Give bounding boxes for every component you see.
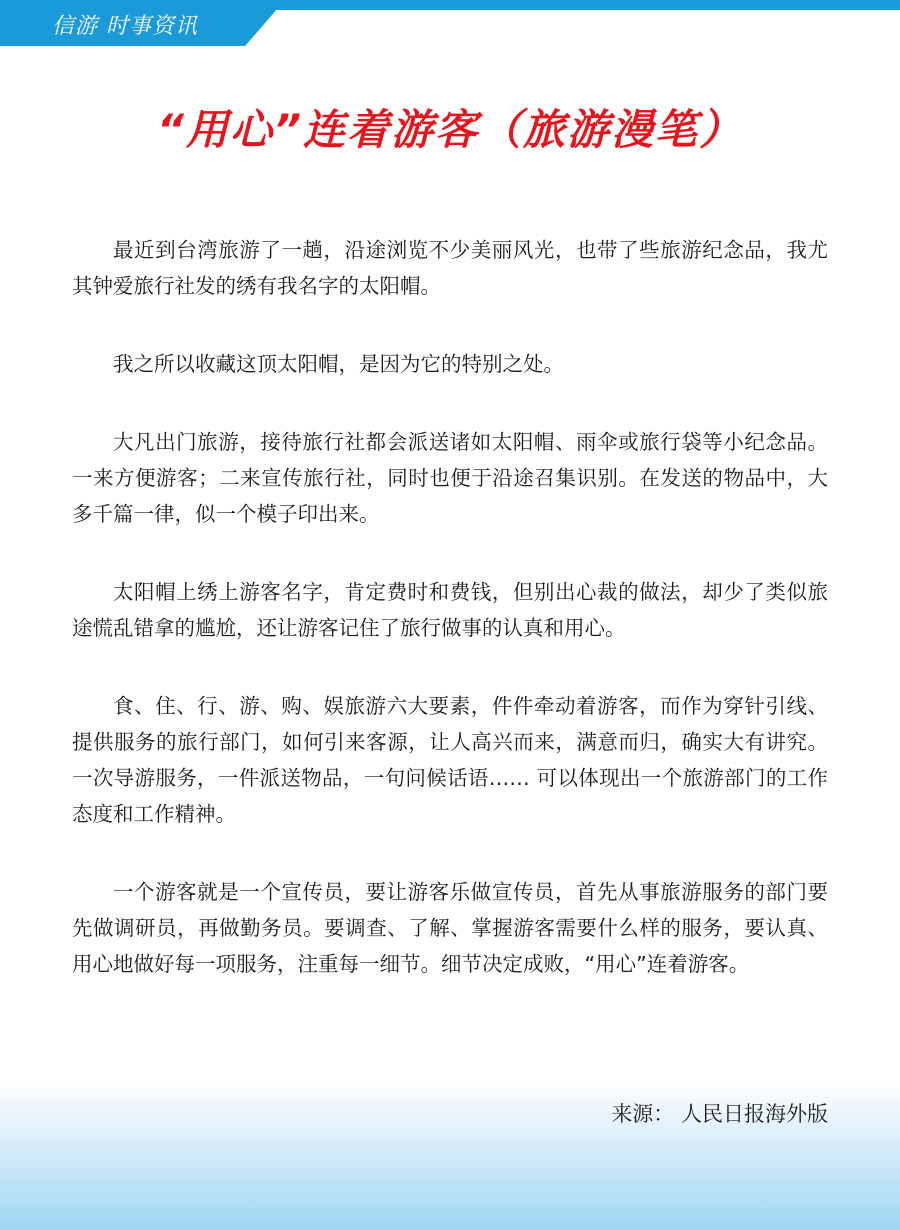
article-body <box>72 232 828 1024</box>
article-source: 来源： 人民日报海外版 <box>611 1102 828 1126</box>
article-paragraph-2: 我之所以收藏这顶太阳帽，是因为它的特别之处。 <box>113 352 564 376</box>
header-bar <box>0 0 900 48</box>
article-paragraph-4: 太阳帽上绣上游客名字，肯定费时和费钱，但别出心裁的做法，却少了类似旅途慌乱错拿的尴尬，还让游客记住了旅行做事的认真和用心。 <box>72 580 828 640</box>
article-paragraph-5: 食、住、行、游、购、娱旅游六大要素，件件牵动着游客，而作为穿针引线、提供服务的旅行部门，如何引来客源，让人高兴而来，满意而归，确实大有讲究。一次导游服务，一件派送物品，一句问候话语…… 可以体现出一个旅游部门的工作态度和工作精神。 <box>72 694 828 826</box>
header-tab-title: 信游 时事资讯 <box>52 14 198 39</box>
article-paragraph-1: 最近到台湾旅游了一趟，沿途浏览不少美丽风光，也带了些旅游纪念品，我尤其钟爱旅行社发的绣有我名字的太阳帽。 <box>72 238 828 298</box>
article-paragraph-3: 大凡出门旅游，接待旅行社都会派送诸如太阳帽、雨伞或旅行袋等小纪念品。一来方便游客；二来宣传旅行社，同时也便于沿途召集识别。在发送的物品中，大多千篇一律，似一个模子印出来。 <box>72 430 828 526</box>
article-paragraph-6: 一个游客就是一个宣传员，要让游客乐做宣传员，首先从事旅游服务的部门要先做调研员，再做勤务员。要调查、了解、掌握游客需要什么样的服务，要认真、用心地做好每一项服务，注重每一细节。细节决定成败，“用心”连着游客。 <box>72 880 828 976</box>
article-title: “用心”连着游客（旅游漫笔） <box>156 105 744 154</box>
